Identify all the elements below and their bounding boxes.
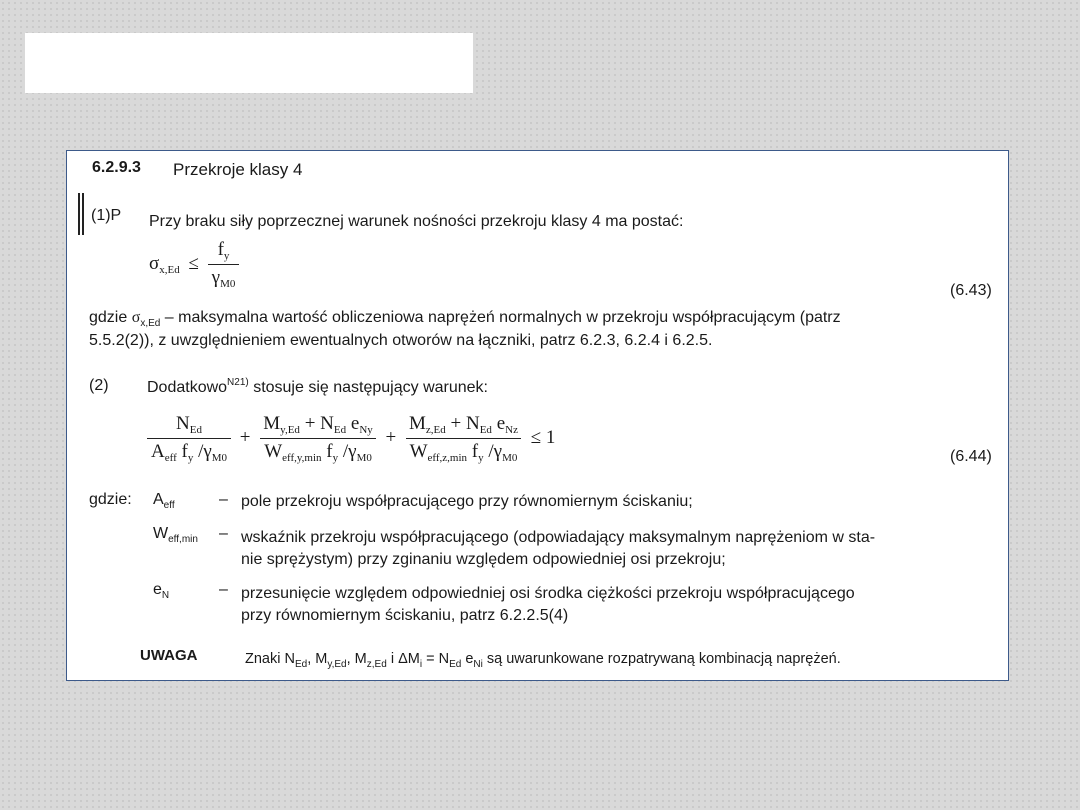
eq643-sigma-sub: x,Ed (159, 263, 180, 276)
note-s4: i (419, 659, 423, 670)
item1-sym: A (153, 491, 164, 508)
t3-den-w: W (409, 441, 428, 462)
t2-num-plus: + (304, 413, 316, 434)
t2-num-m-sub: y,Ed (280, 424, 300, 436)
eq644-plus-2: + (385, 426, 397, 448)
clause2-text-before: Dodatkowo (147, 379, 228, 396)
where1-line2: 5.5.2(2)), z uwzględnieniem ewentualnych otworów na łączniki, patrz 6.2.3, 6.2.4 i 6.2.5. (89, 332, 713, 349)
t1-den-g: γ (203, 441, 212, 462)
t3-num-n: N (465, 413, 480, 434)
t1-num: N (176, 413, 190, 434)
t2-num-n-sub: Ed (333, 424, 347, 436)
eq643-num-sub: y (223, 250, 230, 262)
eq643-fraction (208, 239, 240, 290)
t3-den-g: γ (493, 441, 503, 462)
t2-num-m: M (263, 413, 281, 434)
item2-sym: W (153, 525, 169, 542)
note-s5: Ed (449, 659, 462, 670)
eq644-number: (6.44) (950, 448, 992, 465)
where2-item-1-line1: pole przekroju współpracującego przy równomiernym ściskaniu; (241, 493, 693, 510)
where2-item-2-dash: – (219, 525, 228, 542)
eq643-number: (6.43) (950, 282, 992, 299)
t3-den-w-sub: eff,z,min (427, 452, 468, 464)
eq643-den: γ (211, 267, 221, 288)
eq644-term2 (259, 413, 377, 464)
note-text (245, 651, 841, 670)
section-title: Przekroje klasy 4 (173, 160, 303, 179)
note-p2: , M (307, 651, 328, 667)
clause2-text (147, 377, 488, 397)
note-p5: = N (426, 651, 450, 667)
t3-num-e-sub: Nz (505, 424, 518, 436)
t1-num-sub: Ed (189, 424, 202, 436)
t2-den-w-sub: eff,y,min (282, 452, 322, 464)
t1-den-f: f (181, 441, 188, 462)
where2-item-3-line1: przesunięcie względem odpowiedniej osi środka ciężkości przekroju współpracującego (241, 585, 855, 602)
eq643-leq: ≤ (188, 252, 199, 274)
where1-text: – maksymalna wartość obliczeniowa naprężeń normalnych w przekroju współpracującym (patrz (164, 309, 841, 326)
t3-num-e: e (496, 413, 506, 434)
where2-item-1-dash: – (219, 491, 228, 508)
t1-den-slash: / (198, 441, 204, 462)
note-label: UWAGA (140, 647, 198, 664)
where2-item-3-line2: przy równomiernym ściskaniu, patrz 6.2.2.5(4) (241, 607, 569, 624)
note-p6: e (465, 651, 474, 667)
where2-item-2-line1: wskaźnik przekroju współpracującego (odpowiadający maksymalnym naprężeniom w sta- (241, 529, 876, 546)
t2-den-g: γ (348, 441, 357, 462)
where1-symbol-sub: x,Ed (140, 318, 161, 329)
item3-sym: e (153, 581, 162, 598)
note-p7: są uwarunkowane rozpatrywaną kombinacją naprężeń. (486, 651, 841, 667)
where1-line1 (89, 309, 841, 329)
clause1-text: Przy braku siły poprzecznej warunek nośności przekroju klasy 4 ma postać: (149, 213, 684, 230)
t1-den-a-sub: eff (164, 452, 177, 464)
where1-word: gdzie (89, 309, 128, 326)
eq643-sigma: σ (149, 252, 160, 274)
t2-den-w: W (264, 441, 283, 462)
t3-num-n-sub: Ed (479, 424, 492, 436)
eq644-term3 (405, 413, 522, 464)
t2-den-f: f (326, 441, 333, 462)
t2-den-g-sub: M0 (356, 452, 372, 464)
change-bar-2 (82, 193, 84, 235)
eq644-rhs: ≤ 1 (530, 426, 556, 448)
t1-den-g-sub: M0 (211, 452, 228, 464)
slide-title-box (25, 33, 473, 93)
t2-num-e: e (350, 413, 360, 434)
t3-den-f-sub: y (478, 452, 484, 464)
t3-den-g-sub: M0 (502, 452, 518, 464)
clause2-label: (2) (89, 377, 109, 394)
t3-num-m: M (408, 413, 426, 434)
section-number: 6.2.9.3 (92, 159, 141, 176)
t3-den-slash: / (488, 441, 494, 462)
t3-num-plus: + (450, 413, 462, 434)
t2-den-slash: / (342, 441, 349, 462)
t2-num-n: N (320, 413, 334, 434)
t2-num-e-sub: Ny (359, 424, 373, 436)
where2-item-3-dash: – (219, 581, 228, 598)
note-p1: Znaki N (245, 651, 295, 667)
t1-den-a: A (151, 441, 165, 462)
change-bar-1 (78, 193, 80, 235)
note-s6: Ni (473, 659, 483, 670)
note-s2: y,Ed (327, 659, 347, 670)
where1-symbol: σ (131, 309, 141, 326)
equation-6-43 (149, 239, 239, 290)
clause2-footnote-ref: N21) (227, 377, 249, 388)
where2-word: gdzie: (89, 491, 132, 508)
where2-item-2-symbol (153, 525, 198, 545)
scanned-document (66, 150, 1009, 681)
note-s3: z,Ed (366, 659, 387, 670)
item1-sym-sub: eff (163, 500, 175, 511)
eq644-plus-1: + (239, 426, 251, 448)
t3-den-f: f (471, 441, 479, 462)
equation-6-44 (147, 413, 555, 464)
clause1-label: (1)P (91, 207, 122, 224)
t1-den-f-sub: y (187, 452, 194, 464)
item3-sym-sub: N (161, 590, 170, 601)
t3-num-m-sub: z,Ed (425, 424, 446, 436)
eq643-den-sub: M0 (220, 278, 236, 290)
where2-item-3-symbol (153, 581, 169, 601)
note-p3: , M (346, 651, 367, 667)
eq644-term1 (147, 413, 231, 464)
item2-sym-sub: eff,min (168, 534, 198, 545)
clause2-text-after: stosuje się następujący warunek: (253, 379, 488, 396)
where2-item-1-symbol (153, 491, 175, 511)
note-s1: Ed (294, 659, 308, 670)
eq643-num: f (217, 239, 224, 260)
note-p4: i ΔM (390, 651, 420, 667)
t2-den-f-sub: y (332, 452, 339, 464)
where2-item-2-line2: nie sprężystym) przy zginaniu względem odpowiedniej osi przekroju; (241, 551, 726, 568)
